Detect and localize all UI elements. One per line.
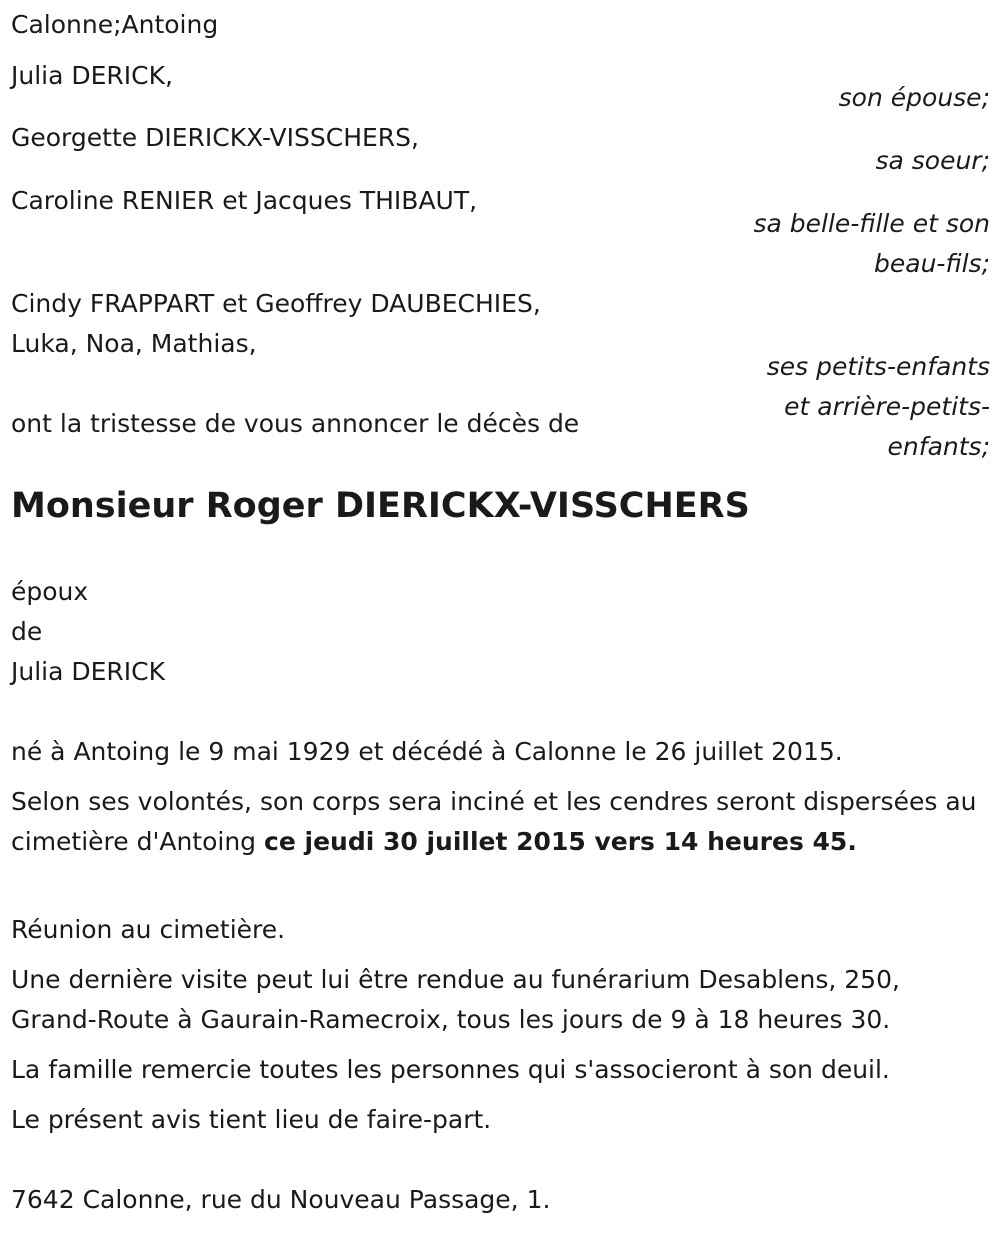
family-member-great-grandchildren: Luka, Noa, Mathias,: [11, 329, 257, 358]
relation-grandchildren-line2: et arrière-petits-: [784, 392, 990, 421]
family-member-grandchildren: Cindy FRAPPART et Geoffrey DAUBECHIES,: [11, 289, 541, 318]
thanks-text: La famille remercie toutes les personnes qui s'associeront à son deuil.: [11, 1055, 890, 1084]
relation-grandchildren-line1: ses petits-enfants: [766, 352, 990, 381]
visit-paragraph: Une dernière visite peut lui être rendue au funérarium Desablens, 250, Grand-Route à Gaurain-Ramecroix, tous les jours de 9 à 18 heures 30.: [11, 965, 900, 1034]
spouse-label: époux: [11, 577, 89, 606]
reunion-text: Réunion au cimetière.: [11, 915, 286, 944]
family-member-spouse: Julia DERICK,: [11, 61, 173, 90]
ceremony-text: Selon ses volontés, son corps sera inciné et les cendres seront dispersées au cimetière d'Antoing: [11, 787, 977, 856]
deceased-name: Monsieur Roger DIERICKX-VISSCHERS: [11, 486, 750, 526]
spouse-connector: de: [11, 617, 43, 646]
family-member-sister: Georgette DIERICKX-VISSCHERS,: [11, 123, 419, 152]
announcement-text: ont la tristesse de vous annoncer le décès de: [11, 409, 580, 438]
notice-text: Le présent avis tient lieu de faire-part.: [11, 1105, 492, 1134]
relation-spouse: son épouse;: [838, 83, 990, 112]
spouse-name: Julia DERICK: [11, 657, 166, 686]
relation-in-law-line1: sa belle-fille et son: [753, 209, 990, 238]
ceremony-datetime: ce jeudi 30 juillet 2015 vers 14 heures 45.: [264, 827, 857, 856]
ceremony-paragraph: [11, 782, 991, 862]
family-member-in-law: Caroline RENIER et Jacques THIBAUT,: [11, 186, 478, 215]
relation-grandchildren-line3: enfants;: [887, 432, 990, 461]
relation-sister: sa soeur;: [875, 146, 990, 175]
location-header: Calonne;Antoing: [11, 10, 219, 39]
birth-death-text: né à Antoing le 9 mai 1929 et décédé à Calonne le 26 juillet 2015.: [11, 737, 843, 766]
relation-in-law-line2: beau-fils;: [874, 249, 990, 278]
address-text: 7642 Calonne, rue du Nouveau Passage, 1.: [11, 1185, 551, 1214]
